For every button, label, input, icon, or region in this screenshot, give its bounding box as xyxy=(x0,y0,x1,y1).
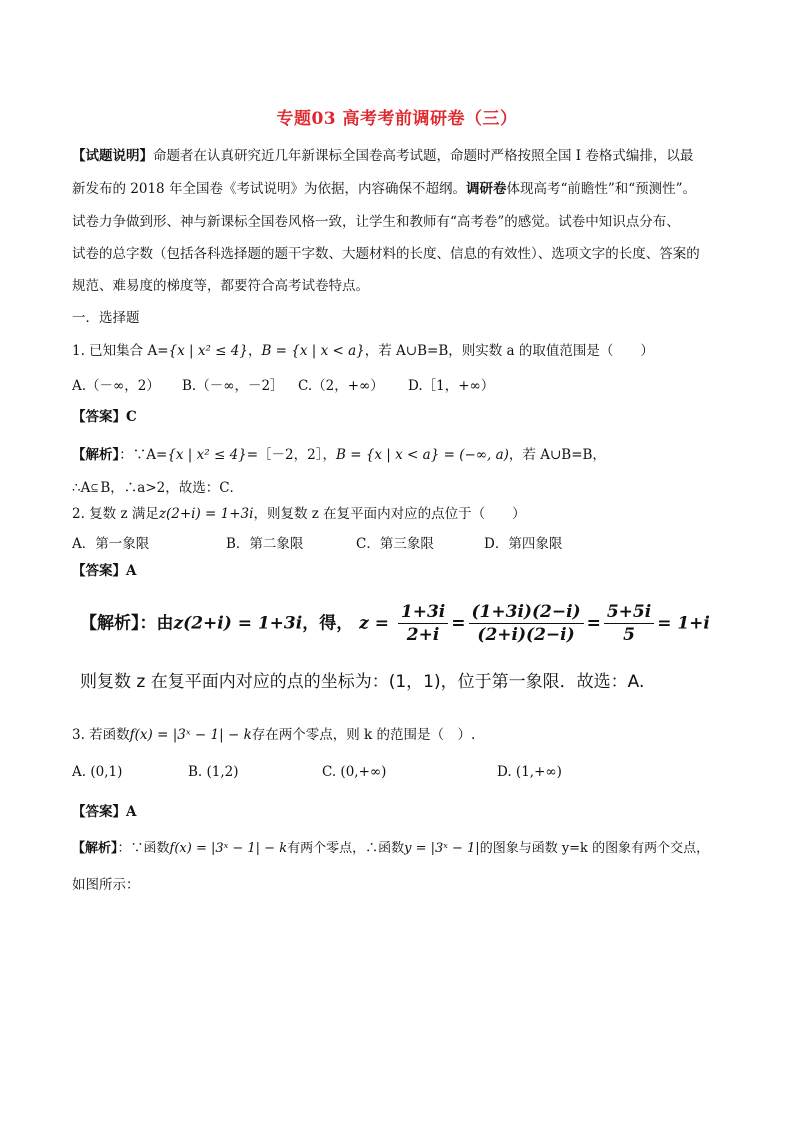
fraction-1: $\frac{1+3i}{2+i}$ xyxy=(398,602,448,645)
q1-analysis-line-2: ∴A ⊆ B，∴a>2，故选：C． xyxy=(72,480,244,496)
q2-answer: 【答案】A xyxy=(72,563,137,579)
q3-analysis-line-2: 如图所示： xyxy=(72,877,140,893)
q2-stem: 2. 复数 z 满足z(2+i) = 1+3i，则复数 z 在复平面内对应的点位于（ ） xyxy=(72,506,526,522)
q1-set-a: {x | x² ≤ 4} xyxy=(168,343,248,359)
q1-option-d: D.［1，+∞） xyxy=(408,378,495,394)
intro-line-5: 规范、难易度的梯度等，都要符合高考试卷特点。 xyxy=(72,278,369,294)
q1-analysis: 【解析】：∵A={x | x² ≤ 4}=［－2，2］，B = {x | x < a} = (−∞, a)，若 A∪B=B， xyxy=(72,447,606,463)
intro-bold-term: 调研卷 xyxy=(465,181,507,197)
q3-answer: 【答案】A xyxy=(72,804,137,820)
section-heading: 一．选择题 xyxy=(72,310,140,326)
q1-option-b: B.（－∞，－2］ xyxy=(182,378,284,394)
fraction-3: $\frac{5+5i}{5}$ xyxy=(604,602,654,645)
page-title: 专题03 高考考前调研卷（三） xyxy=(276,109,518,129)
fraction-2: $\frac{(1+3i)(2-i)}{(2+i)(2-i)}$ xyxy=(469,602,584,645)
q2-analysis-image-line: 【解析】：由z(2+i) = 1+3i，得， z = $\frac{1+3i}{2+i}$ = $\frac{(1+3i)(2-i)}{(2+i)(2-i)}$ = $\frac{5+5i}{5}$ = 1+i xyxy=(80,602,710,645)
q3-option-d: D. (1,+∞) xyxy=(497,764,562,780)
q2-option-d: D．第四象限 xyxy=(484,536,563,552)
intro-line-2: 新发布的 2018 年全国卷《考试说明》为依据，内容确保不超纲。调研卷体现高考“前瞻性”和“预测性”。 xyxy=(72,181,697,197)
q1-option-c: C.（2，+∞） xyxy=(298,378,384,394)
intro-line-3: 试卷力争做到形、神与新课标全国卷风格一致，让学生和教师有“高考卷”的感觉。试卷中知识点分布、 xyxy=(72,214,680,230)
intro-line-1: 【试题说明】命题者在认真研究近几年新课标全国卷高考试题，命题时严格按照全国 I 卷格式编排，以最 xyxy=(72,148,694,164)
intro-label: 【试题说明】 xyxy=(72,148,153,164)
q2-analysis-line-2: 则复数 z 在复平面内对应的点的坐标为：(1，1)，位于第一象限．故选：A. xyxy=(80,672,645,692)
q3-stem: 3. 若函数f(x) = |3ˣ − 1| − k存在两个零点，则 k 的范围是（ ）. xyxy=(72,727,476,743)
q3-option-c: C. (0,+∞) xyxy=(322,764,387,780)
q2-option-c: C．第三象限 xyxy=(356,536,434,552)
q2-option-a: A．第一象限 xyxy=(72,536,150,552)
q1-option-a: A.（－∞，2） xyxy=(72,378,160,394)
q3-option-a: A. (0,1) xyxy=(72,764,123,780)
q1-stem: 1. 已知集合 A={x | x² ≤ 4}，B = {x | x < a}，若 A∪B=B，则实数 a 的取值范围是（ ） xyxy=(72,343,654,359)
q1-set-b: B = {x | x < a} xyxy=(261,343,365,359)
q3-option-b: B. (1,2) xyxy=(188,764,239,780)
q3-analysis: 【解析】：∵函数f(x) = |3ˣ − 1| − k有两个零点，∴函数y = |3ˣ − 1|的图象与函数 y=k 的图象有两个交点， xyxy=(72,841,710,856)
q2-option-b: B．第二象限 xyxy=(226,536,304,552)
q1-answer: 【答案】C xyxy=(72,409,137,425)
intro-line-4: 试卷的总字数（包括各科选择题的题干字数、大题材料的长度、信息的有效性）、选项文字的长度、答案的 xyxy=(72,246,700,262)
